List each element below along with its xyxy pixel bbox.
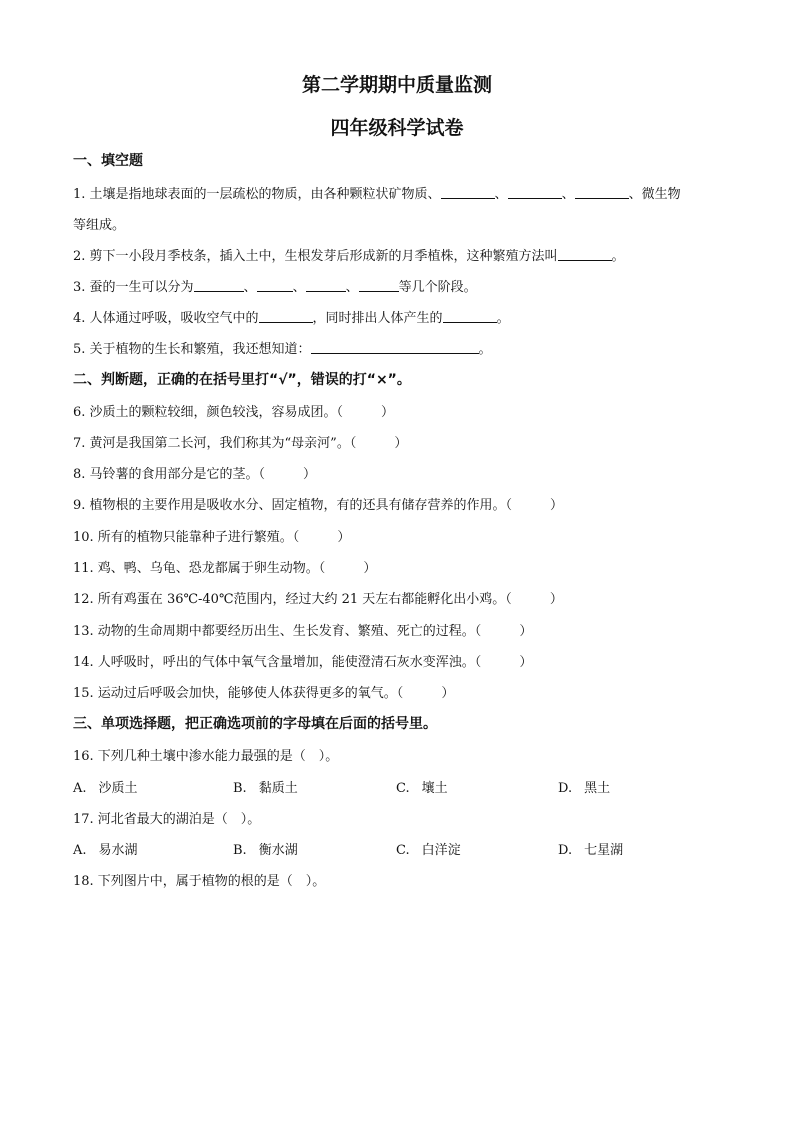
judgment-question: 8. 马铃薯的食用部分是它的茎。（ ） [73,467,317,482]
answer-blank[interactable] [311,340,479,354]
option-b[interactable]: B. 衡水湖 [233,843,298,858]
question-3-text: 3. 蚕的一生可以分为 [73,280,194,295]
question-4: 4. 人体通过呼吸，吸收空气中的 ，同时排出人体产生的 。 [73,311,510,326]
judgment-question: 9. 植物根的主要作用是吸收水分、固定植物，有的还具有储存营养的作用。（ ） [73,498,564,513]
judgment-question: 13. 动物的生命周期中都要经历出生、生长发育、繁殖、死亡的过程。（ ） [73,624,533,639]
judgment-question: 14. 人呼吸时，呼出的气体中氧气含量增加，能使澄清石灰水变浑浊。（ ） [73,655,533,670]
judgment-question: 7. 黄河是我国第二长河，我们称其为“母亲河”。（ ） [73,436,408,451]
judgment-question: 11. 鸡、鸭、乌龟、恐龙都属于卵生动物。（ ） [73,561,377,576]
answer-blank[interactable] [558,247,612,261]
question-2: 2. 剪下一小段月季枝条，插入土中，生根发芽后形成新的月季植株，这种繁殖方法叫 。 [73,249,625,264]
exam-title: 第二学期期中质量监测 [301,74,492,96]
question-3: 3. 蚕的一生可以分为 、 、 、 等几个阶段。 [73,280,477,295]
option-d[interactable]: D. 七星湖 [558,843,624,858]
answer-blank[interactable] [441,185,495,199]
question-18: 18. 下列图片中，属于植物的根的是（ ）。 [73,874,326,889]
question-2-text: 2. 剪下一小段月季枝条，插入土中，生根发芽后形成新的月季植株，这种繁殖方法叫 [73,249,558,264]
question-16: 16. 下列几种土壤中渗水能力最强的是（ ）。 [73,749,339,764]
section2-heading: 二、判断题，正确的在括号里打“√”，错误的打“×”。 [73,372,411,388]
answer-blank[interactable] [306,278,346,292]
answer-blank[interactable] [194,278,244,292]
question-1: 1. 土壤是指地球表面的一层疏松的物质，由各种颗粒状矿物质、 、 、 、微生物 [73,187,681,202]
option-a[interactable]: A. 易水湖 [73,843,138,858]
exam-subtitle: 四年级科学试卷 [330,117,464,139]
answer-blank[interactable] [575,185,629,199]
judgment-question: 6. 沙质土的颗粒较细，颜色较浅，容易成团。（ ） [73,405,395,420]
answer-blank[interactable] [443,309,497,323]
question-4-text: 4. 人体通过呼吸，吸收空气中的 [73,311,259,326]
section3-heading: 三、单项选择题，把正确选项前的字母填在后面的括号里。 [73,716,437,732]
option-b[interactable]: B. 黏质土 [233,781,298,796]
answer-blank[interactable] [359,278,399,292]
option-c[interactable]: C. 白洋淀 [396,843,461,858]
option-d[interactable]: D. 黑土 [558,781,611,796]
judgment-question: 10. 所有的植物只能靠种子进行繁殖。（ ） [73,530,351,545]
question-5-text: 5. 关于植物的生长和繁殖，我还想知道： [73,342,311,357]
judgment-question: 15. 运动过后呼吸会加快，能够使人体获得更多的氧气。（ ） [73,686,455,701]
answer-blank[interactable] [259,309,313,323]
question-5: 5. 关于植物的生长和繁殖，我还想知道： 。 [73,342,492,357]
answer-blank[interactable] [257,278,293,292]
option-a[interactable]: A. 沙质土 [73,781,138,796]
question-17: 17. 河北省最大的湖泊是（ ）。 [73,812,261,827]
section1-heading: 一、填空题 [73,153,143,169]
judgment-question: 12. 所有鸡蛋在 36℃-40℃范围内，经过大约 21 天左右都能孵化出小鸡。（ ） [73,592,563,607]
option-c[interactable]: C. 壤土 [396,781,448,796]
question-1-continuation: 等组成。 [73,218,126,233]
answer-blank[interactable] [508,185,562,199]
question-1-text: 1. 土壤是指地球表面的一层疏松的物质，由各种颗粒状矿物质、 [73,187,441,202]
